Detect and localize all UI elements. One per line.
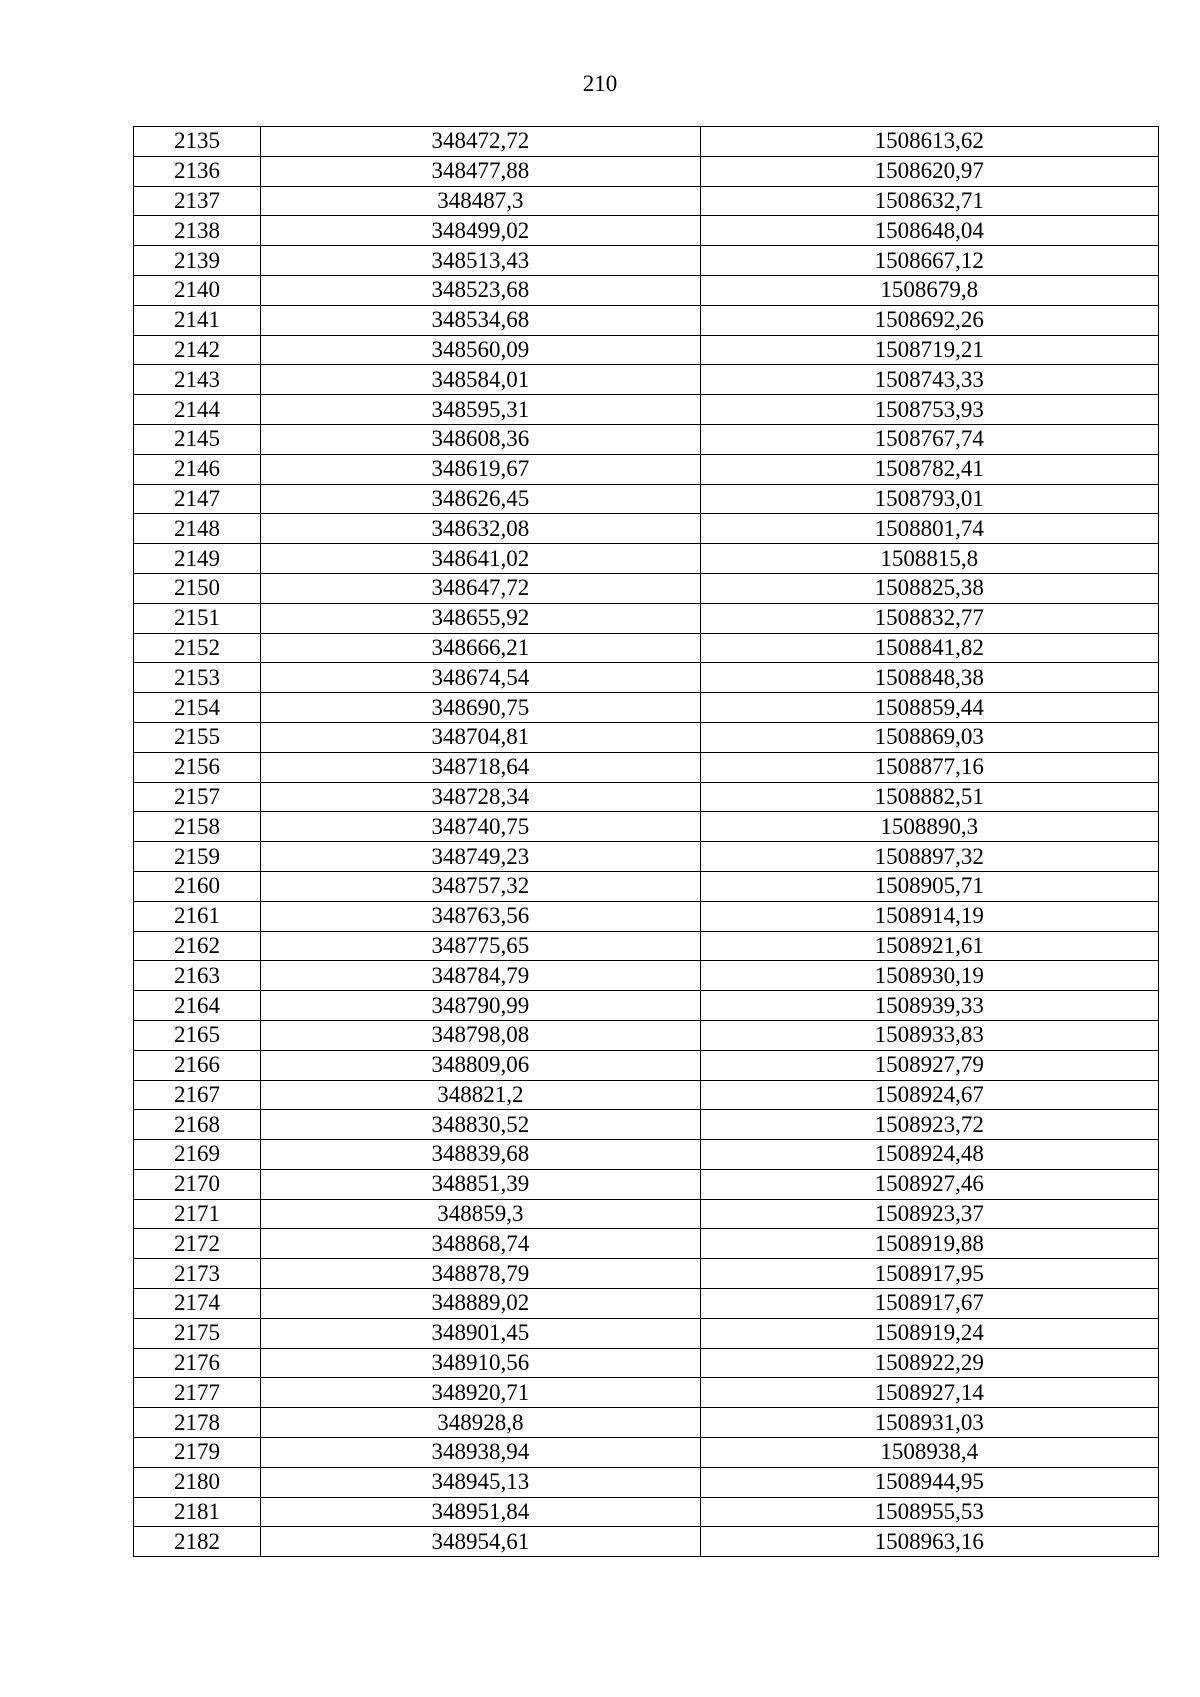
point-number-cell: 2151 [134,603,261,633]
y-coordinate-cell: 1508924,67 [700,1080,1158,1110]
table-row [134,842,1159,872]
x-coordinate-cell: 348889,02 [261,1289,700,1319]
point-number-cell: 2179 [134,1438,261,1468]
point-number-cell: 2161 [134,901,261,931]
point-number-cell: 2147 [134,484,261,514]
x-coordinate-cell: 348839,68 [261,1140,700,1170]
point-number-cell: 2175 [134,1318,261,1348]
y-coordinate-cell: 1508963,16 [700,1527,1158,1557]
point-number-cell: 2145 [134,424,261,454]
y-coordinate-cell: 1508905,71 [700,871,1158,901]
y-coordinate-cell: 1508793,01 [700,484,1158,514]
y-coordinate-cell: 1508914,19 [700,901,1158,931]
y-coordinate-cell: 1508692,26 [700,305,1158,335]
x-coordinate-cell: 348728,34 [261,782,700,812]
y-coordinate-cell: 1508869,03 [700,722,1158,752]
y-coordinate-cell: 1508890,3 [700,812,1158,842]
table-row [134,722,1159,752]
table-row [134,1169,1159,1199]
x-coordinate-cell: 348619,67 [261,454,700,484]
y-coordinate-cell: 1508859,44 [700,693,1158,723]
y-coordinate-cell: 1508753,93 [700,395,1158,425]
table-row [134,246,1159,276]
x-coordinate-cell: 348868,74 [261,1229,700,1259]
point-number-cell: 2155 [134,722,261,752]
table-row [134,275,1159,305]
x-coordinate-cell: 348740,75 [261,812,700,842]
table-row [134,1259,1159,1289]
y-coordinate-cell: 1508919,88 [700,1229,1158,1259]
y-coordinate-cell: 1508620,97 [700,156,1158,186]
point-number-cell: 2136 [134,156,261,186]
table-row [134,335,1159,365]
point-number-cell: 2166 [134,1050,261,1080]
x-coordinate-cell: 348666,21 [261,633,700,663]
point-number-cell: 2180 [134,1467,261,1497]
table-row [134,1378,1159,1408]
point-number-cell: 2178 [134,1408,261,1438]
table-row [134,1050,1159,1080]
x-coordinate-cell: 348513,43 [261,246,700,276]
table-row [134,454,1159,484]
y-coordinate-cell: 1508648,04 [700,216,1158,246]
table-row [134,812,1159,842]
point-number-cell: 2170 [134,1169,261,1199]
table-row [134,1438,1159,1468]
table-row [134,1467,1159,1497]
x-coordinate-cell: 348878,79 [261,1259,700,1289]
y-coordinate-cell: 1508930,19 [700,961,1158,991]
x-coordinate-cell: 348560,09 [261,335,700,365]
y-coordinate-cell: 1508933,83 [700,1020,1158,1050]
point-number-cell: 2167 [134,1080,261,1110]
x-coordinate-cell: 348704,81 [261,722,700,752]
y-coordinate-cell: 1508927,46 [700,1169,1158,1199]
y-coordinate-cell: 1508923,72 [700,1110,1158,1140]
x-coordinate-cell: 348821,2 [261,1080,700,1110]
y-coordinate-cell: 1508931,03 [700,1408,1158,1438]
y-coordinate-cell: 1508767,74 [700,424,1158,454]
point-number-cell: 2140 [134,275,261,305]
x-coordinate-cell: 348674,54 [261,663,700,693]
point-number-cell: 2150 [134,573,261,603]
y-coordinate-cell: 1508743,33 [700,365,1158,395]
x-coordinate-cell: 348784,79 [261,961,700,991]
point-number-cell: 2148 [134,514,261,544]
table-row [134,544,1159,574]
x-coordinate-cell: 348749,23 [261,842,700,872]
y-coordinate-cell: 1508922,29 [700,1348,1158,1378]
table-row [134,1408,1159,1438]
x-coordinate-cell: 348830,52 [261,1110,700,1140]
point-number-cell: 2181 [134,1497,261,1527]
point-number-cell: 2163 [134,961,261,991]
point-number-cell: 2137 [134,186,261,216]
coordinates-table [133,126,1159,1557]
x-coordinate-cell: 348954,61 [261,1527,700,1557]
point-number-cell: 2162 [134,931,261,961]
point-number-cell: 2143 [134,365,261,395]
y-coordinate-cell: 1508667,12 [700,246,1158,276]
y-coordinate-cell: 1508782,41 [700,454,1158,484]
table-row [134,991,1159,1021]
point-number-cell: 2139 [134,246,261,276]
y-coordinate-cell: 1508927,14 [700,1378,1158,1408]
x-coordinate-cell: 348595,31 [261,395,700,425]
point-number-cell: 2153 [134,663,261,693]
x-coordinate-cell: 348910,56 [261,1348,700,1378]
table-row [134,1020,1159,1050]
point-number-cell: 2144 [134,395,261,425]
table-row [134,633,1159,663]
y-coordinate-cell: 1508897,32 [700,842,1158,872]
table-row [134,186,1159,216]
table-row [134,752,1159,782]
table-row [134,901,1159,931]
table-row [134,1318,1159,1348]
y-coordinate-cell: 1508917,67 [700,1289,1158,1319]
y-coordinate-cell: 1508938,4 [700,1438,1158,1468]
y-coordinate-cell: 1508877,16 [700,752,1158,782]
point-number-cell: 2169 [134,1140,261,1170]
y-coordinate-cell: 1508923,37 [700,1199,1158,1229]
point-number-cell: 2141 [134,305,261,335]
x-coordinate-cell: 348775,65 [261,931,700,961]
point-number-cell: 2157 [134,782,261,812]
y-coordinate-cell: 1508921,61 [700,931,1158,961]
table-row [134,693,1159,723]
y-coordinate-cell: 1508679,8 [700,275,1158,305]
table-row [134,1140,1159,1170]
table-row [134,663,1159,693]
point-number-cell: 2142 [134,335,261,365]
y-coordinate-cell: 1508719,21 [700,335,1158,365]
x-coordinate-cell: 348472,72 [261,127,700,157]
x-coordinate-cell: 348655,92 [261,603,700,633]
x-coordinate-cell: 348757,32 [261,871,700,901]
point-number-cell: 2159 [134,842,261,872]
point-number-cell: 2156 [134,752,261,782]
point-number-cell: 2135 [134,127,261,157]
y-coordinate-cell: 1508927,79 [700,1050,1158,1080]
x-coordinate-cell: 348626,45 [261,484,700,514]
x-coordinate-cell: 348690,75 [261,693,700,723]
x-coordinate-cell: 348938,94 [261,1438,700,1468]
point-number-cell: 2152 [134,633,261,663]
x-coordinate-cell: 348951,84 [261,1497,700,1527]
table-row [134,484,1159,514]
y-coordinate-cell: 1508939,33 [700,991,1158,1021]
table-row [134,156,1159,186]
table-row [134,1527,1159,1557]
x-coordinate-cell: 348851,39 [261,1169,700,1199]
point-number-cell: 2138 [134,216,261,246]
x-coordinate-cell: 348534,68 [261,305,700,335]
table-row [134,305,1159,335]
x-coordinate-cell: 348647,72 [261,573,700,603]
point-number-cell: 2176 [134,1348,261,1378]
x-coordinate-cell: 348718,64 [261,752,700,782]
table-body [134,127,1159,1557]
table-row [134,365,1159,395]
table-row [134,216,1159,246]
x-coordinate-cell: 348901,45 [261,1318,700,1348]
y-coordinate-cell: 1508832,77 [700,603,1158,633]
table-row [134,573,1159,603]
x-coordinate-cell: 348798,08 [261,1020,700,1050]
x-coordinate-cell: 348523,68 [261,275,700,305]
table-row [134,127,1159,157]
point-number-cell: 2172 [134,1229,261,1259]
x-coordinate-cell: 348632,08 [261,514,700,544]
x-coordinate-cell: 348584,01 [261,365,700,395]
point-number-cell: 2154 [134,693,261,723]
x-coordinate-cell: 348763,56 [261,901,700,931]
point-number-cell: 2174 [134,1289,261,1319]
x-coordinate-cell: 348928,8 [261,1408,700,1438]
point-number-cell: 2173 [134,1259,261,1289]
y-coordinate-cell: 1508841,82 [700,633,1158,663]
table-row [134,1080,1159,1110]
table-row [134,931,1159,961]
point-number-cell: 2182 [134,1527,261,1557]
y-coordinate-cell: 1508919,24 [700,1318,1158,1348]
table-row [134,1289,1159,1319]
y-coordinate-cell: 1508613,62 [700,127,1158,157]
x-coordinate-cell: 348859,3 [261,1199,700,1229]
x-coordinate-cell: 348477,88 [261,156,700,186]
point-number-cell: 2149 [134,544,261,574]
x-coordinate-cell: 348809,06 [261,1050,700,1080]
point-number-cell: 2165 [134,1020,261,1050]
table-row [134,961,1159,991]
table-row [134,1199,1159,1229]
table-row [134,871,1159,901]
x-coordinate-cell: 348945,13 [261,1467,700,1497]
y-coordinate-cell: 1508848,38 [700,663,1158,693]
y-coordinate-cell: 1508924,48 [700,1140,1158,1170]
table-row [134,1348,1159,1378]
table-row [134,1497,1159,1527]
point-number-cell: 2158 [134,812,261,842]
x-coordinate-cell: 348790,99 [261,991,700,1021]
y-coordinate-cell: 1508825,38 [700,573,1158,603]
y-coordinate-cell: 1508917,95 [700,1259,1158,1289]
table-row [134,1110,1159,1140]
y-coordinate-cell: 1508815,8 [700,544,1158,574]
page-number: 210 [582,71,618,96]
point-number-cell: 2177 [134,1378,261,1408]
point-number-cell: 2171 [134,1199,261,1229]
y-coordinate-cell: 1508944,95 [700,1467,1158,1497]
table-row [134,514,1159,544]
x-coordinate-cell: 348499,02 [261,216,700,246]
x-coordinate-cell: 348641,02 [261,544,700,574]
table-row [134,1229,1159,1259]
table-row [134,424,1159,454]
table-row [134,603,1159,633]
y-coordinate-cell: 1508882,51 [700,782,1158,812]
table-row [134,782,1159,812]
point-number-cell: 2164 [134,991,261,1021]
point-number-cell: 2160 [134,871,261,901]
table-row [134,395,1159,425]
point-number-cell: 2168 [134,1110,261,1140]
x-coordinate-cell: 348920,71 [261,1378,700,1408]
y-coordinate-cell: 1508632,71 [700,186,1158,216]
x-coordinate-cell: 348487,3 [261,186,700,216]
x-coordinate-cell: 348608,36 [261,424,700,454]
y-coordinate-cell: 1508801,74 [700,514,1158,544]
point-number-cell: 2146 [134,454,261,484]
y-coordinate-cell: 1508955,53 [700,1497,1158,1527]
